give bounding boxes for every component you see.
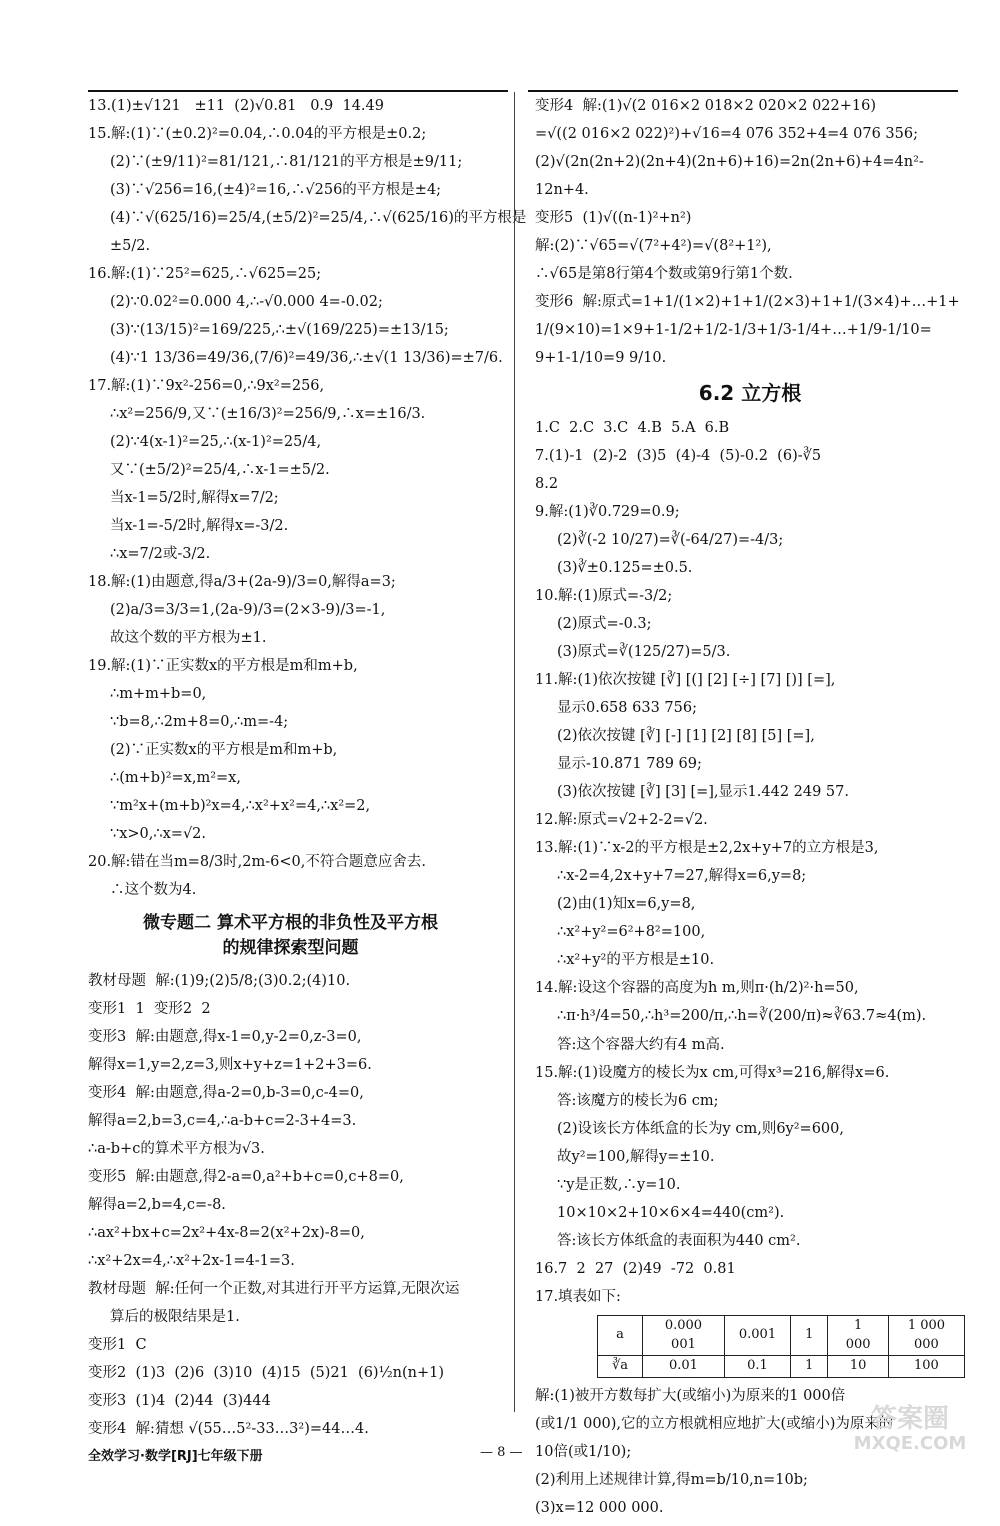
answer-line: (2)利用上述规律计算,得m=b/10,n=10b; bbox=[535, 1472, 808, 1489]
answer-line: 12.解:原式=√2+2-2=√2. bbox=[535, 812, 708, 829]
answer-line: 7.(1)-1 (2)-2 (3)5 (4)-4 (5)-0.2 (6)-∛5 bbox=[535, 448, 822, 465]
answer-line: ∴(m+b)²=x,m²=x, bbox=[110, 770, 241, 787]
micro-topic-title bbox=[88, 911, 493, 960]
micro-topic-title-line1: 微专题二 算术平方根的非负性及平方根 bbox=[143, 913, 438, 934]
answer-line: ∴x²+y²=6²+8²=100, bbox=[557, 924, 706, 941]
answer-line: 变形4 解:猜想 √(55…5²-33…3²)=44…4. bbox=[88, 1420, 369, 1437]
answer-line: 解得a=2,b=4,c=-8. bbox=[88, 1196, 226, 1213]
answer-line: (2)∵4(x-1)²=25,∴(x-1)²=25/4, bbox=[110, 434, 322, 451]
site-watermark-logo bbox=[830, 1405, 990, 1467]
answer-line: 显示0.658 633 756; bbox=[557, 700, 697, 717]
answer-line: 8.2 bbox=[535, 476, 559, 493]
table-cell: 1 bbox=[791, 1315, 828, 1356]
right-answers-block-2 bbox=[535, 418, 965, 1308]
answer-line: 10.解:(1)原式=-3/2; bbox=[535, 588, 673, 605]
answer-line: 变形1 1 变形2 2 bbox=[88, 1000, 211, 1017]
answer-line: 故y²=100,解得y=±10. bbox=[557, 1148, 715, 1165]
answer-line: ∴x=7/2或-3/2. bbox=[110, 546, 211, 563]
book-footer: 全效学习·数学[RJ]七年级下册 bbox=[88, 1449, 263, 1464]
page-number: — 8 — bbox=[480, 1445, 523, 1460]
answer-17-table bbox=[597, 1315, 965, 1379]
left-answers-block-2 bbox=[88, 971, 493, 1440]
answer-line: 故这个数的平方根为±1. bbox=[110, 630, 267, 647]
table-cell: 1 000 bbox=[828, 1315, 889, 1356]
watermark-text-2: MXQE.COM bbox=[853, 1432, 967, 1454]
answer-line: 变形3 (1)4 (2)44 (3)444 bbox=[88, 1392, 271, 1409]
answer-line: 1/(9×10)=1×9+1-1/2+1/2-1/3+1/3-1/4+…+1/9-1/10= bbox=[535, 322, 932, 339]
answer-line: 答:该长方体纸盒的表面积为440 cm². bbox=[557, 1232, 801, 1249]
answer-line: 10×10×2+10×6×4=440(cm²). bbox=[557, 1204, 785, 1221]
answer-line: 显示-10.871 789 69; bbox=[557, 756, 702, 773]
answer-line: (3)x=12 000 000. bbox=[535, 1500, 664, 1517]
answer-line: 答:该魔方的棱长为6 cm; bbox=[557, 1092, 719, 1109]
answer-line: 13.解:(1)∵x-2的平方根是±2,2x+y+7的立方根是3, bbox=[535, 840, 879, 857]
answer-line: 变形5 (1)√((n-1)²+n²) bbox=[535, 210, 692, 227]
answer-line: 9+1-1/10=9 9/10. bbox=[535, 350, 667, 367]
answer-line: (3)∛±0.125=±0.5. bbox=[557, 560, 693, 577]
watermark-text-1: 答案圈 bbox=[870, 1404, 949, 1434]
answer-line: (4)∵1 13/36=49/36,(7/6)²=49/36,∴±√(1 13/36)=±7/6. bbox=[110, 350, 503, 367]
answer-line: ∴a-b+c的算术平方根为√3. bbox=[88, 1140, 265, 1157]
header-rule-right bbox=[528, 90, 958, 92]
answer-line: 18.解:(1)由题意,得a/3+(2a-9)/3=0,解得a=3; bbox=[88, 574, 396, 591]
answer-line: ∵m²x+(m+b)²x=4,∴x²+x²=4,∴x²=2, bbox=[110, 798, 371, 815]
answer-line: 变形3 解:由题意,得x-1=0,y-2=0,z-3=0, bbox=[88, 1028, 362, 1045]
answer-line: ∴这个数为4. bbox=[110, 882, 197, 899]
answer-line: ±5/2. bbox=[110, 238, 151, 255]
answer-line: 答:这个容器大约有4 m高. bbox=[557, 1036, 725, 1053]
answer-line: (3)原式=∛(125/27)=5/3. bbox=[557, 644, 731, 661]
answer-line: (2)依次按键 [∛] [-] [1] [2] [8] [5] [=], bbox=[557, 728, 815, 745]
answer-line: 解得a=2,b=3,c=4,∴a-b+c=2-3+4=3. bbox=[88, 1112, 357, 1129]
answer-line: 解:(2)∵√65=√(7²+4²)=√(8²+1²), bbox=[535, 238, 772, 255]
left-answers-block-1 bbox=[88, 96, 527, 901]
answer-line: 变形4 解:由题意,得a-2=0,b-3=0,c-4=0, bbox=[88, 1084, 364, 1101]
answer-line: 11.解:(1)依次按键 [∛] [(] [2] [÷] [7] [)] [=], bbox=[535, 672, 836, 689]
answer-line: ∴x-2=4,2x+y+7=27,解得x=6,y=8; bbox=[557, 868, 807, 885]
answer-line: 13.(1)±√121 ±11 (2)√0.81 0.9 14.49 bbox=[88, 98, 384, 114]
answer-line: 14.解:设这个容器的高度为h m,则π·(h/2)²·h=50, bbox=[535, 980, 859, 997]
answer-line: ∴π·h³/4=50,∴h³=200/π,∴h=∛(200/π)≈∛63.7≈4(m). bbox=[557, 1008, 927, 1025]
answer-line: 9.解:(1)∛0.729=0.9; bbox=[535, 504, 680, 521]
table-cell: a bbox=[598, 1315, 643, 1356]
answer-line: (3)∵(13/15)²=169/225,∴±√(169/225)=±13/15; bbox=[110, 322, 449, 339]
answer-line: (2)∛(-2 10/27)=∛(-64/27)=-4/3; bbox=[557, 532, 784, 549]
answer-line: ∴√65是第8行第4个数或第9行第1个数. bbox=[535, 266, 793, 283]
answer-line: (3)依次按键 [∛] [3] [=],显示1.442 249 57. bbox=[557, 784, 849, 801]
answer-line: (3)∵√256=16,(±4)²=16,∴√256的平方根是±4; bbox=[110, 182, 442, 199]
answer-line: 变形2 (1)3 (2)6 (3)10 (4)15 (5)21 (6)½n(n+1) bbox=[88, 1364, 444, 1381]
right-column bbox=[535, 96, 965, 1526]
answer-line: (2)a/3=3/3=1,(2a-9)/3=(2×3-9)/3=-1, bbox=[110, 602, 386, 619]
answer-line: 变形1 C bbox=[88, 1336, 147, 1353]
answer-line: ∵y是正数,∴y=10. bbox=[557, 1176, 681, 1193]
answer-line: (2)设该长方体纸盒的长为y cm,则6y²=600, bbox=[557, 1120, 844, 1137]
answer-line: (2)原式=-0.3; bbox=[557, 616, 652, 633]
section-title: 6.2 立方根 bbox=[698, 381, 802, 406]
table-cell: 0.1 bbox=[724, 1356, 790, 1378]
answer-line: 20.解:错在当m=8/3时,2m-6<0,不符合题意应舍去. bbox=[88, 854, 426, 871]
answer-line: ∴x²+2x=4,∴x²+2x-1=4-1=3. bbox=[88, 1252, 295, 1269]
micro-topic-title-line2: 的规律探索型问题 bbox=[222, 938, 359, 959]
answer-line: ∴x²+y²的平方根是±10. bbox=[557, 952, 715, 969]
left-column bbox=[88, 96, 527, 1447]
table-cell: 0.01 bbox=[643, 1356, 725, 1378]
answer-line: =√((2 016×2 022)²)+√16=4 076 352+4=4 076 356; bbox=[535, 126, 918, 143]
answer-line: ∴x²=256/9,又∵(±16/3)²=256/9,∴x=±16/3. bbox=[110, 406, 426, 423]
answer-line: 当x-1=5/2时,解得x=7/2; bbox=[110, 490, 279, 507]
answer-line: 解得x=1,y=2,z=3,则x+y+z=1+2+3=6. bbox=[88, 1056, 372, 1073]
table-cell: 100 bbox=[888, 1356, 964, 1378]
answer-line: 又∵(±5/2)²=25/4,∴x-1=±5/2. bbox=[110, 462, 330, 479]
answer-line: 变形6 解:原式=1+1/(1×2)+1+1/(2×3)+1+1/(3×4)+…+1+ bbox=[535, 294, 960, 311]
table-cell: 0.000 001 bbox=[643, 1315, 725, 1356]
answer-line: 1.C 2.C 3.C 4.B 5.A 6.B bbox=[535, 420, 730, 437]
table-cell: 0.001 bbox=[724, 1315, 790, 1356]
table-cell: 1 bbox=[791, 1356, 828, 1378]
answer-line: 解:(1)被开方数每扩大(或缩小)为原来的1 000倍 bbox=[535, 1388, 846, 1405]
answer-line: 变形4 解:(1)√(2 016×2 018×2 020×2 022+16) bbox=[535, 98, 877, 114]
answer-line: 10倍(或1/10); bbox=[535, 1444, 632, 1461]
header-rule-left bbox=[88, 90, 508, 92]
answer-line: 算后的极限结果是1. bbox=[110, 1308, 240, 1325]
answer-line: 变形5 解:由题意,得2-a=0,a²+b+c=0,c+8=0, bbox=[88, 1168, 404, 1185]
answer-line: 12n+4. bbox=[535, 182, 589, 199]
column-divider bbox=[514, 92, 515, 1412]
table-row-a bbox=[598, 1315, 965, 1356]
answer-line: ∴ax²+bx+c=2x²+4x-8=2(x²+2x)-8=0, bbox=[88, 1224, 365, 1241]
answer-line: (2)∵(±9/11)²=81/121,∴81/121的平方根是±9/11; bbox=[110, 154, 463, 171]
answer-line: 16.解:(1)∵25²=625,∴√625=25; bbox=[88, 266, 322, 283]
answer-line: 19.解:(1)∵正实数x的平方根是m和m+b, bbox=[88, 658, 358, 675]
answer-line: (4)∵√(625/16)=25/4,(±5/2)²=25/4,∴√(625/16)的平方根是 bbox=[110, 210, 527, 227]
table-cell: 1 000 000 bbox=[888, 1315, 964, 1356]
answer-line: (2)∵正实数x的平方根是m和m+b, bbox=[110, 742, 338, 759]
answer-line: (2)∵0.02²=0.000 4,∴-√0.000 4=-0.02; bbox=[110, 294, 383, 311]
answer-line: 教材母题 解:(1)9;(2)5/8;(3)0.2;(4)10. bbox=[88, 972, 351, 989]
right-answers-block-1 bbox=[535, 96, 965, 369]
answer-line: 15.解:(1)∵(±0.2)²=0.04,∴0.04的平方根是±0.2; bbox=[88, 126, 427, 143]
answer-line: 当x-1=-5/2时,解得x=-3/2. bbox=[110, 518, 289, 535]
answer-line: 15.解:(1)设魔方的棱长为x cm,可得x³=216,解得x=6. bbox=[535, 1064, 890, 1081]
answer-line: (2)√(2n(2n+2)(2n+4)(2n+6)+16)=2n(2n+6)+4=4n²- bbox=[535, 154, 924, 171]
answer-line: 教材母题 解:任何一个正数,对其进行开平方运算,无限次运 bbox=[88, 1280, 460, 1297]
answer-line: ∵x>0,∴x=√2. bbox=[110, 826, 207, 843]
table-cell: 10 bbox=[828, 1356, 889, 1378]
table-cell: ∛a bbox=[598, 1356, 643, 1378]
answer-line: (或1/1 000),它的立方根就相应地扩大(或缩小)为原来的 bbox=[535, 1416, 894, 1433]
answer-line: ∴m+m+b=0, bbox=[110, 686, 207, 703]
answer-line: 17.解:(1)∵9x²-256=0,∴9x²=256, bbox=[88, 378, 325, 395]
table-row-cube-root bbox=[598, 1356, 965, 1378]
answer-line: 17.填表如下: bbox=[535, 1288, 621, 1305]
answer-line: 16.7 2 27 (2)49 -72 0.81 bbox=[535, 1260, 736, 1277]
answer-line: (2)由(1)知x=6,y=8, bbox=[557, 896, 696, 913]
answer-line: ∵b=8,∴2m+8=0,∴m=-4; bbox=[110, 714, 289, 731]
